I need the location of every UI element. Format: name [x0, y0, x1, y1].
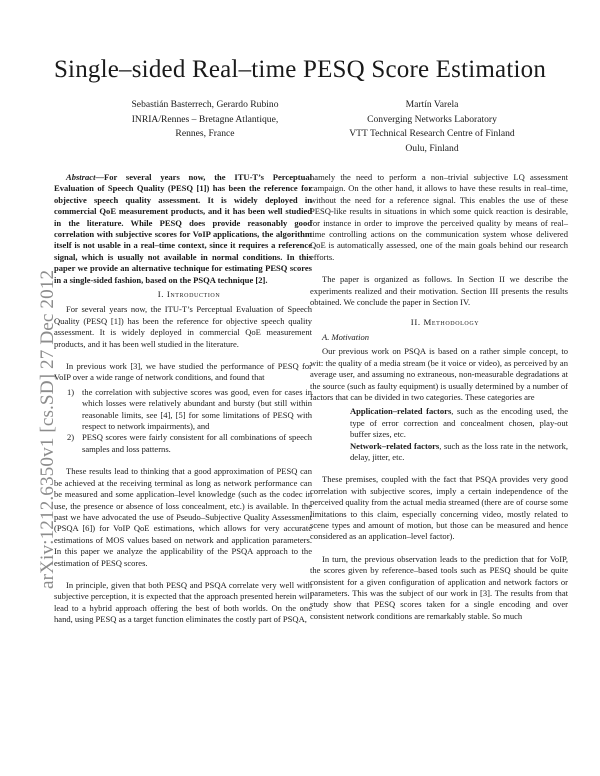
subsection-heading-motivation: A. Motivation: [322, 331, 369, 342]
authors-left: [80, 98, 330, 142]
author-institution: VTT Technical Research Centre of Finland: [349, 128, 515, 139]
section-heading-methodology: II. Methodology: [410, 317, 480, 328]
author-city: Oulu, Finland: [405, 142, 459, 154]
right-paragraph-2: The paper is organized as follows. In Section II we describe the experiments realized and their motivation. Section III presents the results obtained. We conclude the paper in Section IV.: [310, 274, 568, 308]
intro-paragraph-1: For several years now, the ITU-T’s Perceptual Evaluation of Speech Quality (PESQ [1]) has been the reference for objective speech quality assessment. It is widely deployed in commercial QoE measurement products, and it has been well studied in the literature.: [54, 304, 312, 349]
authors-right: [307, 98, 557, 156]
intro-paragraph-4: In principle, given that both PESQ and PSQA correlate very well with subjective perception, it is expected that the approach presented herein will lead to a hybrid approach offering the best of both worlds. On the one hand, using PESQ as a target function eliminates the costly part of PSQA,: [54, 579, 312, 625]
motivation-paragraph-3: In turn, the previous observation leads to the prediction that for VoIP, the scores given by reference–based tools such as PESQ should be quite consistent for a given configuration of application and network factors or parameters. This was the subject of our work in [3]. The results from that study show that PESQ scores taken for a single encoding and over consistent network conditions are remarkably stable. So much: [310, 553, 568, 621]
section-heading-introduction: I. Introduction: [157, 289, 221, 299]
abstract-text: —For several years now, the ITU-T’s Perceptual Evaluation of Speech Quality (PESQ [1]) has been the reference for objective speech quality assessment. It is widely deployed in commercial QoE measurement products, and it has been well studied in the literature. While PESQ does provide reasonably good correlation with subjective scores for VoIP applications, the algorithm itself is not usable in a real–time context, since it requires a reference signal, which is usually not available in normal conditions. In this paper we provide an alternative technique for estimating PESQ scores in a single-sided fashion, based on the PSQA technique [2].: [54, 172, 312, 285]
arxiv-stamp-text: arXiv:1212.6350v1 [cs.SD] 27 Dec 2012: [37, 269, 58, 589]
author-names: Sebastián Basterrech, Gerardo Rubino: [131, 99, 279, 110]
abstract-paragraph: [54, 172, 312, 286]
intro-list: [54, 387, 312, 455]
list-item: 2) PESQ scores were fairly consistent for all combinations of speech samples and loss patterns.: [67, 432, 312, 454]
author-name: Martín Varela: [405, 99, 459, 110]
abstract: [54, 172, 312, 286]
list-item: Application–related factors, such as the encoding used, the type of error correction and concealment chosen, play-out buffer sizes, etc.: [350, 406, 568, 440]
motivation-paragraph-2: These premises, coupled with the fact that PSQA provides very good correlation with subjective scores, imply a certain independence of the perceived quality from the actual media streamed (there are of course some limitations to this claim, especially concerning video, mostly related to scene types and amount of motion, but those can be measured and hence considered as an application–level factor).: [310, 474, 568, 542]
motivation-paragraph-1: Our previous work on PSQA is based on a rather simple concept, to wit: the quality of a media stream (be it voice or video), as perceived by an average user, and assuming no extraneous, non-measurable degradations at the source (such as faulty equipment) is usually determined by a number of factors that can be divided in two categories. These categories are: [310, 346, 568, 402]
abstract-label: Abstract: [66, 172, 96, 182]
arxiv-stamp: [25, 194, 58, 594]
intro-paragraph-3: These results lead to thinking that a good approximation of PESQ can be achieved at the receiving terminal as long as network performance can be measured and some application–level knowledge (such as the codec in use, the presence or absence of loss concealment, etc.) is available. In the past we have advocated the use of Pseudo–Subjective Quality Assessment (PSQA [6]) for VoIP QoE estimations, which allows for very accurate estimations of MOS values based on network and application parameters. In this paper we analyze the applicability of the PSQA approach to the estimation of PESQ scores.: [54, 466, 312, 568]
list-item: 1) the correlation with subjective scores was good, even for cases in which losses were relatively abundant and bursty (but still within reasonable limits, see [4], [5] for some limitations of PESQ with respect to network impairments), and: [67, 386, 312, 432]
right-column: [310, 172, 568, 622]
author-city: Rennes, France: [175, 128, 235, 139]
right-paragraph-1: namely the need to perform a non–trivial subjective LQ assessment campaign. On the other hand, it allows to have these results in real–time, without the need for a reference signal. This enables the use of these PESQ-like results in situations in which some quick reaction is desirable, for instance in order to improve the perceived quality by means of real–time controlling actions on the communication system whose delivered QoE is automatically assessed, one of the main goals behind our research efforts.: [310, 172, 568, 262]
list-item: Network–related factors, such as the loss rate in the network, delay, jitter, etc.: [350, 440, 568, 462]
paper-title: Single–sided Real–time PESQ Score Estimation: [53, 56, 547, 83]
author-affiliation: INRIA/Rennes – Bretagne Atlantique,: [131, 113, 279, 125]
factor-list: [310, 406, 568, 463]
author-lab: Converging Networks Laboratory: [367, 113, 497, 125]
intro-paragraph-2: In previous work [3], we have studied the performance of PESQ for VoIP over a wide range of network conditions, and found that: [54, 361, 312, 383]
left-column: [54, 289, 312, 626]
